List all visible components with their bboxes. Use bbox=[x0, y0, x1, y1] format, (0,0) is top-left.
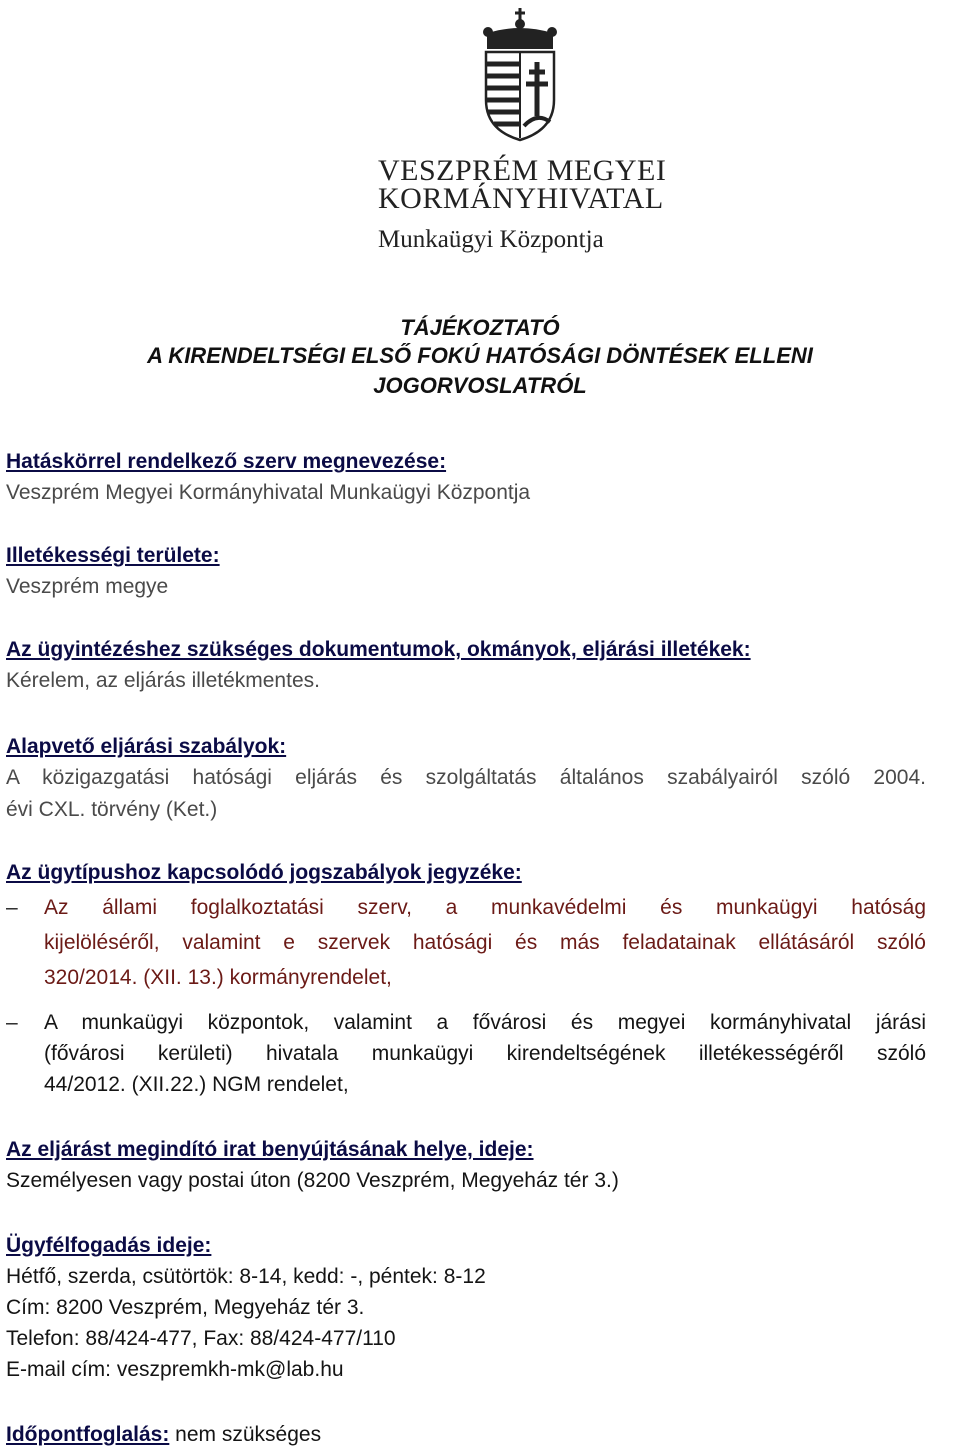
legislation-item-2-line1: A munkaügyi központok, valamint a fővárosi és megyei kormányhivatal járási bbox=[44, 1011, 926, 1034]
list-bullet: – bbox=[6, 1011, 18, 1034]
document-title-line3: JOGORVOSLATRÓL bbox=[373, 373, 587, 398]
list-bullet: – bbox=[6, 896, 18, 919]
rules-heading: Alapvető eljárási szabályok: bbox=[6, 735, 287, 758]
reception-address: Cím: 8200 Veszprém, Megyeház tér 3. bbox=[6, 1296, 365, 1319]
appointment-heading: Időpontfoglalás: bbox=[6, 1423, 170, 1446]
legislation-item-1-line2: kijelöléséről, valamint e szervek hatósági és más feladatainak ellátásáról szóló bbox=[44, 931, 926, 954]
org-name-line2: KORMÁNYHIVATAL bbox=[378, 182, 664, 215]
reception-email: E-mail cím: veszpremkh-mk@lab.hu bbox=[6, 1358, 344, 1381]
legislation-heading: Az ügytípushoz kapcsolódó jogszabályok jegyzéke: bbox=[6, 861, 522, 884]
authority-value: Veszprém Megyei Kormányhivatal Munkaügyi Központja bbox=[6, 481, 531, 504]
reception-phone: Telefon: 88/424-477, Fax: 88/424-477/110 bbox=[6, 1327, 396, 1350]
rules-text-line1: A közigazgatási hatósági eljárás és szolgáltatás általános szabályairól szóló 2004. bbox=[6, 766, 926, 789]
jurisdiction-heading: Illetékességi területe: bbox=[6, 544, 220, 567]
org-name-line1: VESZPRÉM MEGYEI bbox=[378, 154, 667, 187]
org-unit-name: Munkaügyi Központja bbox=[378, 226, 604, 253]
rules-text-line2: évi CXL. törvény (Ket.) bbox=[6, 798, 218, 821]
reception-hours: Hétfő, szerda, csütörtök: 8-14, kedd: -, péntek: 8-12 bbox=[6, 1265, 486, 1288]
reception-heading: Ügyfélfogadás ideje: bbox=[6, 1234, 212, 1257]
authority-heading: Hatáskörrel rendelkező szerv megnevezése: bbox=[6, 450, 447, 473]
legislation-item-2-line3: 44/2012. (XII.22.) NGM rendelet, bbox=[44, 1073, 349, 1096]
appointment-value: nem szükséges bbox=[169, 1423, 322, 1446]
legislation-item-1-line1: Az állami foglalkoztatási szerv, a munkavédelmi és munkaügyi hatóság bbox=[44, 896, 926, 919]
documents-heading: Az ügyintézéshez szükséges dokumentumok, okmányok, eljárási illetékek: bbox=[6, 638, 751, 661]
submission-value: Személyesen vagy postai úton (8200 Veszprém, Megyeház tér 3.) bbox=[6, 1169, 619, 1192]
documents-value: Kérelem, az eljárás illetékmentes. bbox=[6, 669, 320, 692]
submission-heading: Az eljárást megindító irat benyújtásának helye, ideje: bbox=[6, 1138, 534, 1161]
legislation-item-2-line2: (fővárosi kerületi) hivatala munkaügyi kirendeltségének illetékességéről szóló bbox=[44, 1042, 926, 1065]
document-title-line1: TÁJÉKOZTATÓ bbox=[400, 315, 560, 340]
document-title-line2: A KIRENDELTSÉGI ELSŐ FOKÚ HATÓSÁGI DÖNTÉSEK ELLENI bbox=[147, 343, 813, 368]
hungarian-coat-of-arms-icon bbox=[468, 4, 572, 144]
jurisdiction-value: Veszprém megye bbox=[6, 575, 169, 598]
legislation-item-1-line3: 320/2014. (XII. 13.) kormányrendelet, bbox=[44, 966, 392, 989]
appointment-row bbox=[6, 1422, 321, 1448]
